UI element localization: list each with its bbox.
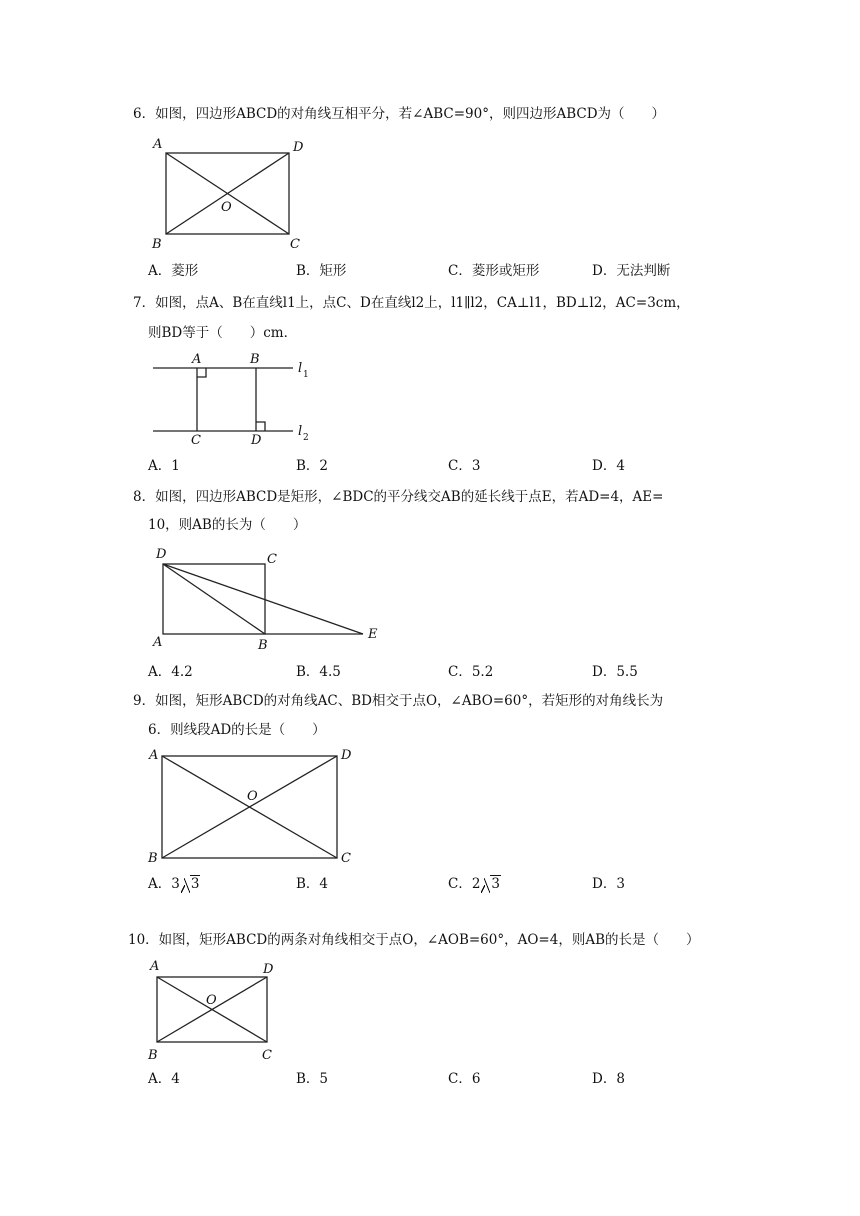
q6-figure <box>150 134 330 254</box>
q6-label-d: D <box>293 140 304 155</box>
q10-option-b[interactable]: B．5 <box>296 1071 329 1087</box>
q8-label-e: E <box>368 627 378 642</box>
q7-label-b: B <box>250 352 260 367</box>
q7-label-l1-sub: 1 <box>303 370 309 380</box>
q10-label-b: B <box>148 1048 158 1063</box>
q10-label-d: D <box>263 962 274 977</box>
q6-option-b[interactable]: B．矩形 <box>296 263 347 279</box>
q7-option-c[interactable]: C．3 <box>448 458 481 474</box>
q7-label-d: D <box>251 433 262 448</box>
q10-options <box>148 1069 748 1089</box>
q9-label-c: C <box>341 851 351 866</box>
q8-options <box>148 662 748 682</box>
q9-option-a-prefix: A．3 <box>148 876 180 892</box>
q10-figure <box>145 955 295 1065</box>
sqrt-symbol <box>181 874 201 894</box>
q8-segment-db <box>163 564 265 634</box>
sqrt-symbol <box>481 874 501 894</box>
q9-option-a-radicand: 3 <box>190 876 200 892</box>
q8-figure <box>150 543 390 653</box>
q6-label-c: C <box>290 237 300 252</box>
q6-label-o: O <box>221 200 232 215</box>
q7-label-l2-sub: 2 <box>303 433 309 443</box>
q8-label-d: D <box>156 547 167 562</box>
q7-label-a: A <box>192 352 202 367</box>
q8-option-a[interactable]: A．4.2 <box>148 664 193 680</box>
q9-options <box>148 874 748 894</box>
q9-stem-line2: 6．则线段AD的长是（ ） <box>148 722 326 738</box>
q7-label-l1: l <box>298 361 303 376</box>
q10-option-d[interactable]: D．8 <box>592 1071 625 1087</box>
q6-label-b: B <box>152 237 162 252</box>
q10-stem: 10．如图，矩形ABCD的两条对角线相交于点O，∠AOB=60°，AO=4，则AB的长是（ ） <box>128 932 700 948</box>
q8-label-c: C <box>267 552 277 567</box>
q6-stem: 6．如图，四边形ABCD的对角线互相平分，若∠ABC=90°，则四边形ABCD为（ ） <box>133 106 666 122</box>
q9-label-a: A <box>149 748 159 763</box>
q8-option-c[interactable]: C．5.2 <box>448 664 494 680</box>
q10-label-o: O <box>206 993 217 1008</box>
q7-option-d[interactable]: D．4 <box>592 458 625 474</box>
q8-option-b[interactable]: B．4.5 <box>296 664 341 680</box>
q7-stem-line1: 7．如图，点A、B在直线l1上，点C、D在直线l2上，l1∥l2，CA⊥l1，BD⊥l2，AC=3cm， <box>133 295 690 311</box>
q7-figure <box>150 348 330 448</box>
q9-option-c-radicand: 3 <box>491 876 501 892</box>
q6-options <box>148 261 748 281</box>
q9-option-a[interactable] <box>148 874 200 894</box>
q10-option-c[interactable]: C．6 <box>448 1071 481 1087</box>
q8-label-b: B <box>258 638 268 653</box>
q7-option-b[interactable]: B．2 <box>296 458 329 474</box>
q7-right-angle-a <box>197 368 206 377</box>
q6-option-a[interactable]: A．菱形 <box>148 263 199 279</box>
q7-stem-line2: 则BD等于（ ）cm． <box>148 325 298 341</box>
q6-option-c[interactable]: C．菱形或矩形 <box>448 263 540 279</box>
q8-option-d[interactable]: D．5.5 <box>592 664 638 680</box>
q9-figure <box>145 745 365 870</box>
q9-option-b[interactable]: B．4 <box>296 876 329 892</box>
q10-option-a[interactable]: A．4 <box>148 1071 180 1087</box>
q9-label-d: D <box>341 748 352 763</box>
q8-segment-de <box>163 564 363 634</box>
q8-stem-line1: 8．如图，四边形ABCD是矩形，∠BDC的平分线交AB的延长线于点E，若AD=4，AE= <box>133 489 664 505</box>
q9-stem-line1: 9．如图，矩形ABCD的对角线AC、BD相交于点O，∠ABO=60°，若矩形的对角线长为 <box>133 693 664 709</box>
q10-label-a: A <box>150 959 160 974</box>
q9-label-b: B <box>148 851 158 866</box>
q7-right-angle-d <box>256 422 265 431</box>
q6-label-a: A <box>153 137 163 152</box>
q9-label-o: O <box>247 789 258 804</box>
q9-option-c[interactable] <box>448 874 501 894</box>
q7-option-a[interactable]: A．1 <box>148 458 180 474</box>
q7-label-l2: l <box>298 424 303 439</box>
q9-option-c-prefix: C．2 <box>448 876 481 892</box>
q8-stem-line2: 10，则AB的长为（ ） <box>148 517 307 533</box>
q6-option-d[interactable]: D．无法判断 <box>592 263 671 279</box>
q7-label-c: C <box>191 433 201 448</box>
q9-option-d[interactable]: D．3 <box>592 876 625 892</box>
q7-options <box>148 456 748 476</box>
q8-label-a: A <box>153 635 163 650</box>
q10-label-c: C <box>262 1048 272 1063</box>
